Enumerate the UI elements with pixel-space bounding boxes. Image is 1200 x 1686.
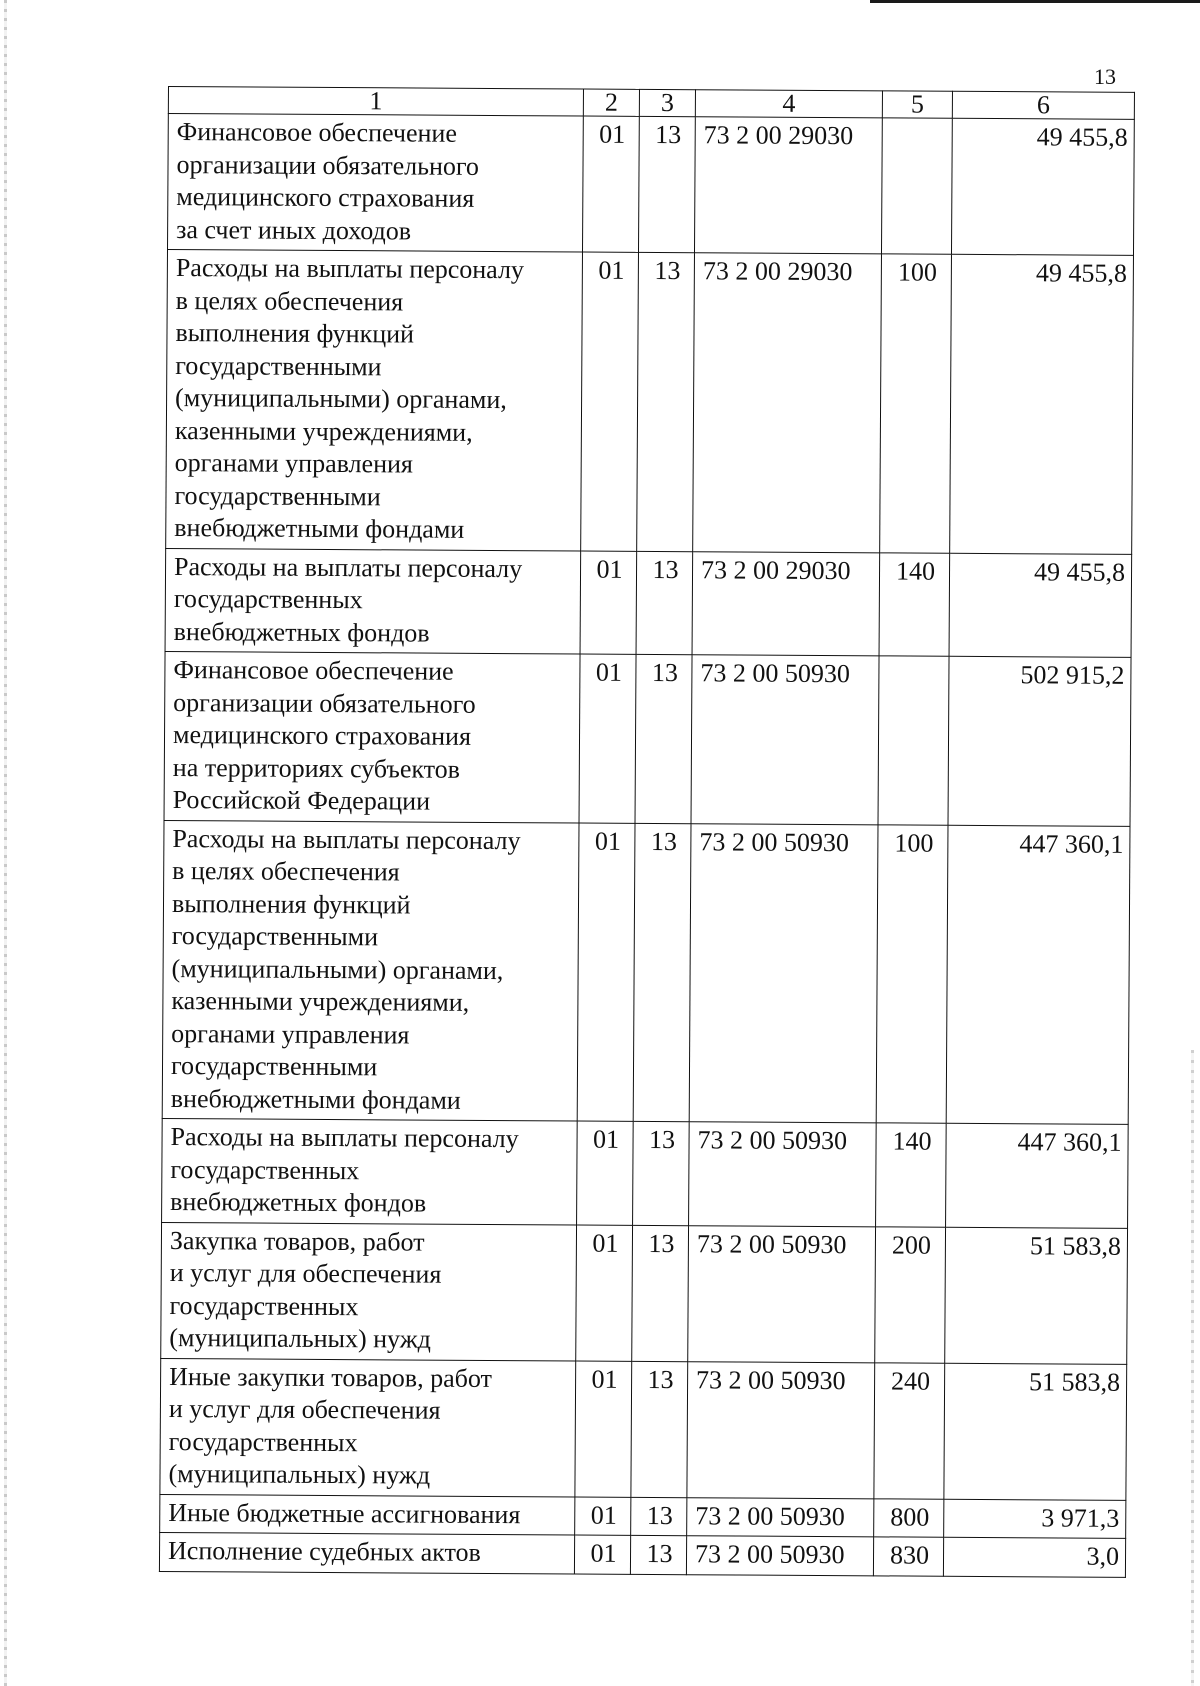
subsection-code-text: 13 [655,119,682,150]
subsection-code-text: 13 [652,554,679,584]
section-code-text: 01 [591,1364,618,1394]
section-code-cell [575,1497,631,1536]
subsection-code-text: 13 [648,1124,676,1155]
target-article-cell [689,1122,877,1227]
amount-text: 447 360,1 [1017,1127,1122,1157]
expense-type-cell [874,1498,944,1537]
amount-text: 502 915,2 [1020,660,1125,690]
target-article-text: 73 2 00 50930 [700,658,851,689]
item-name-text: Расходы на выплаты персоналу государственных внебюджетных фондов [170,1122,519,1218]
item-name-text: Иные закупки товаров, работ и услуг для обеспечения государственных (муниципальных) нужд [168,1361,492,1490]
item-name-cell [168,114,584,253]
expense-type-text: 800 [890,1501,930,1532]
amount-text: 51 583,8 [1029,1230,1122,1261]
amount-cell [946,825,1130,1125]
subsection-code-text: 13 [654,255,681,286]
amount-cell [949,553,1132,658]
header-cell: 5 [882,91,952,118]
expense-type-text: 100 [897,257,937,287]
table-row [168,114,1135,256]
item-name-cell [161,1222,577,1361]
amount-text: 447 360,1 [1019,828,1124,859]
section-code-text: 01 [592,1228,619,1258]
expense-type-cell [878,656,949,825]
header-cell: 6 [952,91,1134,119]
section-code-text: 01 [592,1124,620,1154]
amount-cell [944,1363,1127,1500]
amount-text: 51 583,8 [1029,1366,1121,1397]
header-cell: 1 [168,87,583,117]
target-article-text: 73 2 00 50930 [695,1500,845,1531]
subsection-code-cell [633,1121,690,1225]
item-name-cell [159,1532,574,1573]
subsection-code-cell [636,551,693,655]
target-article-cell [692,551,880,656]
subsection-code-cell [630,1535,686,1574]
table-row [162,820,1130,1124]
target-article-text: 73 2 00 50930 [694,1539,845,1570]
scan-edge-top [870,0,1200,3]
target-article-cell [687,1361,875,1498]
item-name-cell [166,250,583,551]
section-code-cell [574,1535,630,1574]
item-name-cell [165,548,581,654]
table-row [166,250,1134,554]
subsection-code-cell [635,654,692,823]
expense-type-cell [876,824,948,1123]
section-code-text: 01 [598,255,625,285]
amount-text: 49 455,8 [1033,556,1126,587]
amount-text: 49 455,8 [1035,258,1127,288]
expense-type-cell [873,1537,943,1576]
table-row [161,1222,1128,1364]
expense-type-text: 140 [892,1126,932,1156]
expense-type-cell [880,254,952,553]
section-code-text: 01 [596,554,623,584]
subsection-code-cell [637,252,695,551]
expense-type-cell [879,552,950,656]
subsection-code-text: 13 [651,657,679,688]
table-row [159,1532,1125,1576]
amount-cell [951,118,1134,255]
section-code-cell [581,252,639,551]
expense-type-text: 240 [891,1365,931,1396]
section-code-cell [579,654,636,823]
target-article-text: 73 2 00 50930 [696,1364,846,1395]
item-name-cell [160,1494,575,1535]
expense-type-text: 140 [895,555,936,586]
item-name-cell [160,1358,576,1497]
section-code-cell [582,116,639,252]
subsection-code-text: 13 [650,826,677,856]
subsection-code-cell [631,1497,687,1536]
item-name-text: Иные бюджетные ассигнования [168,1497,521,1529]
section-code-text: 01 [594,826,621,856]
target-article-text: 73 2 00 29030 [700,554,851,585]
expense-type-cell [876,1123,947,1227]
item-name-text: Финансовое обеспечение организации обязательного медицинского страхования за счет иных доходов [176,117,480,245]
subsection-code-cell [633,823,691,1122]
item-name-text: Расходы на выплаты персоналу в целях обеспечения выполнения функций государственными (муниципальными) органами, казенными учреждениями, органами управления государственными внебюджетными фондами [174,253,525,544]
item-name-text: Исполнение судебных актов [167,1536,481,1567]
expense-type-text: 100 [894,827,934,858]
subsection-code-text: 13 [647,1364,674,1394]
subsection-code-text: 13 [646,1500,673,1530]
expense-type-cell [875,1226,946,1362]
expense-type-text: 200 [891,1229,932,1260]
target-article-text: 73 2 00 50930 [696,1228,847,1259]
subsection-code-text: 13 [646,1538,673,1569]
target-article-text: 73 2 00 50930 [697,1125,848,1156]
header-cell: 4 [695,90,882,118]
target-article-cell [687,1497,874,1537]
target-article-text: 73 2 00 50930 [699,826,849,857]
item-name-cell [162,820,579,1121]
budget-table [159,86,1135,1577]
expense-type-text: 830 [889,1540,930,1570]
item-name-text: Финансовое обеспечение организации обязательного медицинского страхования на территориях субъектов Российской Федерации [172,655,476,816]
item-name-text: Расходы на выплаты персоналу государственных внебюджетных фондов [173,551,523,648]
item-name-cell [162,1118,578,1224]
amount-text: 49 455,8 [1036,122,1128,152]
section-code-cell [575,1361,632,1497]
amount-cell [945,1227,1128,1364]
section-code-text: 01 [595,657,623,687]
amount-cell [950,254,1134,554]
header-cell: 2 [583,89,639,116]
target-article-text: 73 2 00 29030 [702,256,853,287]
page-number: 13 [1094,64,1116,89]
subsection-code-cell [631,1361,688,1497]
section-code-text: 01 [590,1538,617,1568]
table-row [160,1494,1126,1538]
section-code-text: 01 [599,119,626,149]
amount-cell [946,1123,1129,1228]
item-name-text: Закупка товаров, работ и услуг для обеспечения государственных (муниципальных) нужд [169,1225,442,1354]
section-code-text: 01 [590,1500,617,1530]
target-article-cell [686,1536,873,1576]
section-code-cell [580,551,637,655]
item-name-cell [164,651,580,822]
amount-text: 3,0 [1086,1541,1120,1571]
subsection-code-text: 13 [648,1228,675,1258]
scan-edge-left [4,0,7,1686]
header-cell: 3 [639,89,695,116]
expense-type-cell [881,118,952,254]
table-row [162,1118,1129,1227]
subsection-code-cell [632,1225,689,1361]
amount-cell [944,1499,1126,1539]
table-row [164,651,1131,825]
scan-edge-right [1191,1050,1194,1686]
section-code-cell [577,823,635,1122]
target-article-cell [694,117,882,254]
expense-type-cell [874,1362,945,1498]
target-article-cell [693,253,882,553]
target-article-cell [689,823,878,1123]
table-row [160,1358,1127,1500]
target-article-text: 73 2 00 29030 [703,120,854,151]
amount-cell [948,656,1131,826]
amount-text: 3 971,3 [1041,1502,1120,1533]
item-name-text: Расходы на выплаты персоналу в целях обеспечения выполнения функций государственными (муниципальными) органами, казенными учреждениями, органами управления государственными внебюджетными фондами [170,823,521,1115]
section-code-cell [577,1121,634,1225]
table-row [165,548,1132,657]
target-article-cell [691,655,879,825]
amount-cell [943,1537,1125,1577]
section-code-cell [576,1225,633,1361]
target-article-cell [688,1225,876,1362]
subsection-code-cell [638,116,695,252]
